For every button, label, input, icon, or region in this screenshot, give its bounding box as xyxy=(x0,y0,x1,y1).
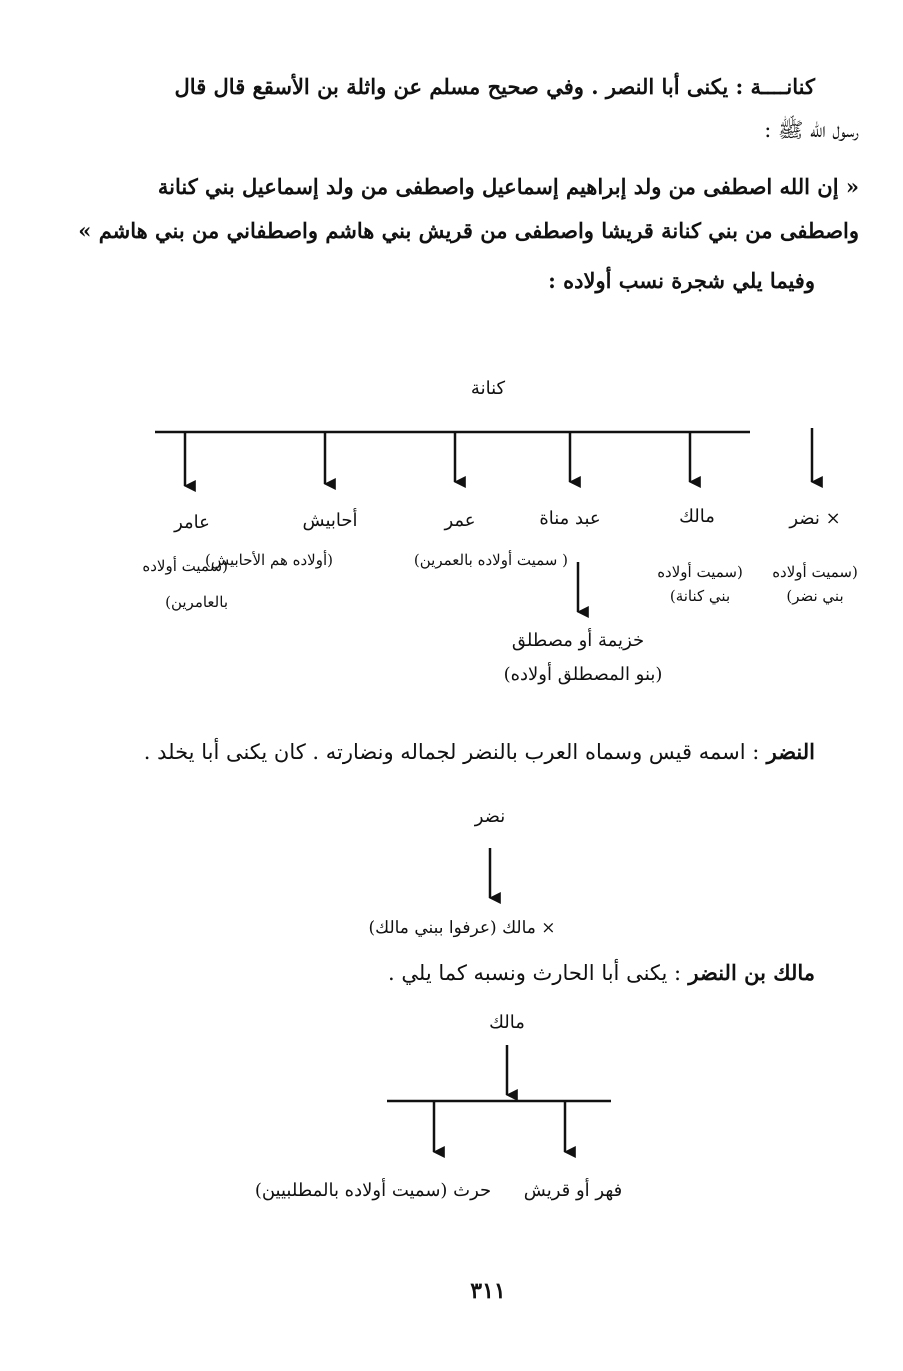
tree1-grandchild: خزيمة أو مصطلق xyxy=(511,630,645,651)
nadr-text: : اسمه قيس وسماه العرب بالنضر لجماله ونضارته . كان يكنى أبا يخلد . xyxy=(143,740,760,764)
tree2-child: × مالك (عرفوا ببني مالك) xyxy=(368,918,556,938)
tree3-child-harith: حرث (سميت أولاده بالمطلبيين) xyxy=(254,1180,492,1201)
nadr-heading: النضر xyxy=(766,739,815,764)
tree1-child-nadr: × نضر xyxy=(789,508,841,529)
intro-heading: كنانــــة xyxy=(750,74,815,99)
tree1-child-ahabish: أحابيش xyxy=(302,510,358,531)
tree1-root: كنانة xyxy=(470,378,506,399)
intro-line1-text: : يكنى أبا النصر . وفي صحيح مسلم عن واثلة بن الأسقع قال قال xyxy=(174,74,744,99)
tree2-root: نضر xyxy=(474,806,506,827)
hadith-line2: واصطفى من بني كنانة قريشا واصطفى من قريش بني هاشم واصطفاني من بني هاشم » xyxy=(78,218,859,243)
intro-line1 xyxy=(175,74,815,99)
malik-line xyxy=(388,960,815,985)
tree3-child-fihr: فهر أو قريش xyxy=(523,1180,623,1201)
tree-intro: وفيما يلي شجرة نسب أولاده : xyxy=(548,268,815,293)
tree1-note-malik: (سميت أولاده بني كنانة) xyxy=(657,563,743,605)
malik-text: : يكنى أبا الحارث ونسبه كما يلي . xyxy=(388,961,682,985)
tree1-grandchild-note: (بنو المصطلق أولاده) xyxy=(503,664,663,685)
tree1-note-umar: ( سميت أولاده بالعمرين) xyxy=(413,551,568,569)
hadith-line1: « إن الله اصطفى من ولد إبراهيم إسماعيل واصطفى من ولد إسماعيل بني كنانة xyxy=(157,174,859,199)
page-number: ٣١١ xyxy=(470,1278,506,1304)
tree1-child-malik: مالك xyxy=(679,506,715,527)
tree1-child-abd-manat: عبد مناة xyxy=(539,508,601,529)
intro-line2: رسول الله ﷺ : xyxy=(764,118,859,142)
tree1-child-amir: عامر xyxy=(174,512,210,533)
tree1-child-umar: عمر xyxy=(444,510,476,531)
tree3-root: مالك xyxy=(489,1012,525,1033)
tree1-note-amir: (سميت أولاده بالعامرين) xyxy=(142,557,228,611)
nadr-line xyxy=(144,739,815,764)
malik-heading: مالك بن النضر xyxy=(688,960,815,985)
tree1-note-ahabish: (أولاده هم الأحابيش) xyxy=(204,551,333,569)
tree1-note-nadr: (سميت أولاده بني نضر) xyxy=(772,563,858,605)
